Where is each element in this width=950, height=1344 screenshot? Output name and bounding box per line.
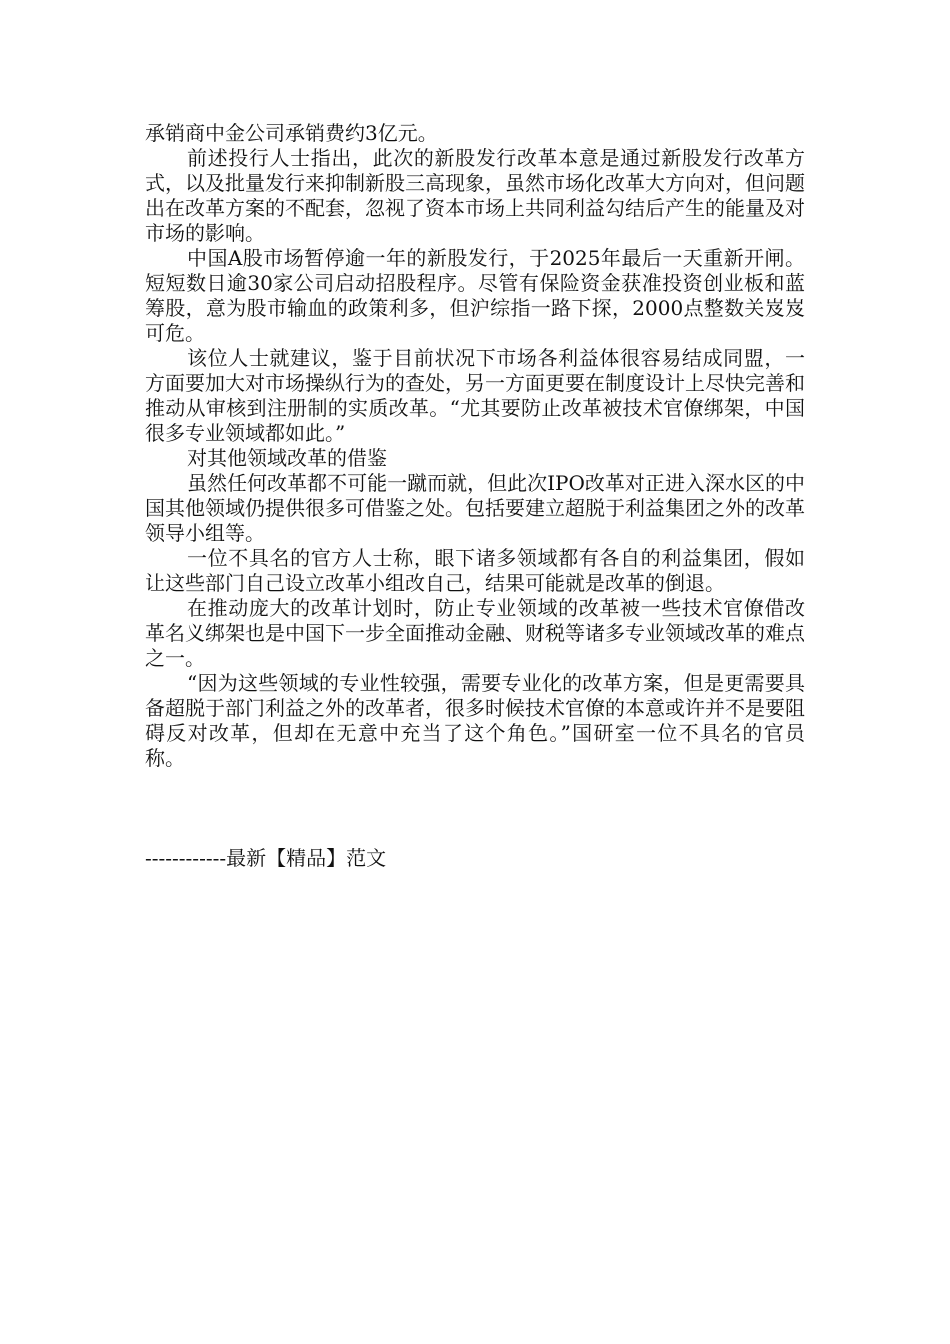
document-body <box>145 121 805 771</box>
paragraph-4: 该位人士就建议，鉴于目前状况下市场各利益体很容易结成同盟，一方面要加大对市场操纵行为的查处，另一方面更要在制度设计上尽快完善和推动从审核到注册制的实质改革。“尤其要防止改革被技术官僚绑架，中国很多专业领域都如此。” <box>145 346 805 445</box>
paragraph-7: 在推动庞大的改革计划时，防止专业领域的改革被一些技术官僚借改革名义绑架也是中国下一步全面推动金融、财税等诸多专业领域改革的难点之一。 <box>145 596 805 670</box>
paragraph-6: 一位不具名的官方人士称，眼下诸多领域都有各自的利益集团，假如让这些部门自己设立改革小组改自己，结果可能就是改革的倒退。 <box>145 546 805 595</box>
paragraph-2: 前述投行人士指出，此次的新股发行改革本意是通过新股发行改革方式，以及批量发行来抑制新股三高现象，虽然市场化改革大方向对，但问题出在改革方案的不配套，忽视了资本市场上共同利益勾结后产生的能量及对市场的影响。 <box>145 146 805 245</box>
paragraph-1: 承销商中金公司承销费约3亿元。 <box>145 121 438 145</box>
section-heading: 对其他领域改革的借鉴 <box>187 446 387 470</box>
footer-note: ------------最新【精品】范文 <box>145 846 387 870</box>
paragraph-5: 虽然任何改革都不可能一蹴而就，但此次IPO改革对正进入深水区的中国其他领域仍提供很多可借鉴之处。包括要建立超脱于利益集团之外的改革领导小组等。 <box>145 471 805 545</box>
paragraph-8: “因为这些领域的专业性较强，需要专业化的改革方案，但是更需要具备超脱于部门利益之外的改革者，很多时候技术官僚的本意或许并不是要阻碍反对改革，但却在无意中充当了这个角色。”国研室一位不具名的官员称。 <box>145 671 805 770</box>
paragraph-3: 中国A股市场暂停逾一年的新股发行，于2025年最后一天重新开闸。短短数日逾30家公司启动招股程序。尽管有保险资金获准投资创业板和蓝筹股，意为股市输血的政策利多，但沪综指一路下探，2000点整数关岌岌可危。 <box>145 246 805 345</box>
